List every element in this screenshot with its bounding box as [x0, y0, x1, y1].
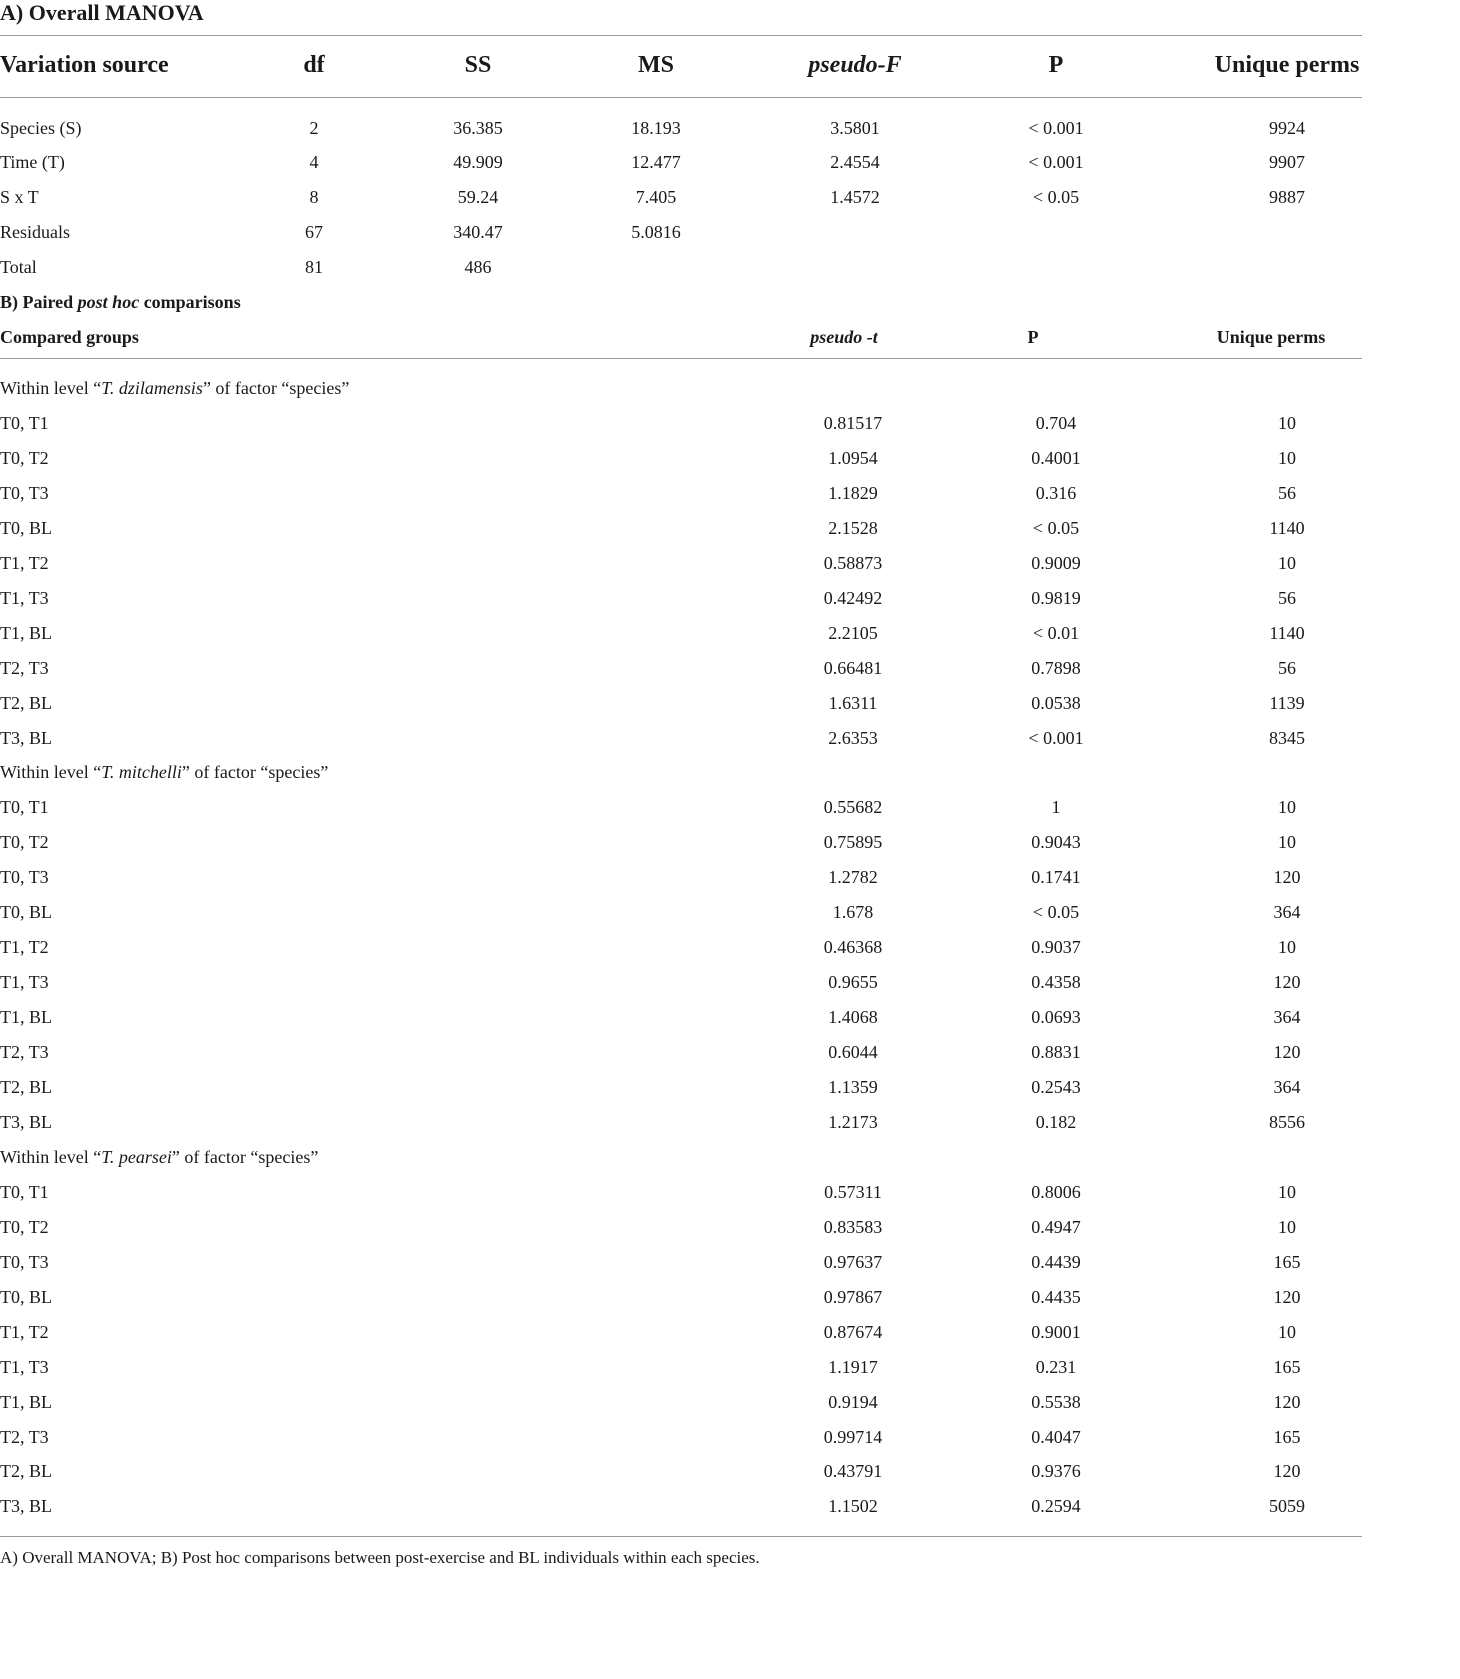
posthoc-cell-pair: T2, BL: [0, 693, 52, 713]
species-label-species: T. dzilamensis: [101, 378, 203, 398]
posthoc-cell-pair: T0, T2: [0, 448, 49, 468]
posthoc-cell-p: 0.4947: [1031, 1217, 1081, 1237]
species-label-species: T. mitchelli: [101, 762, 182, 782]
posthoc-cell-perms: 8345: [1269, 728, 1305, 748]
posthoc-cell-pair: T0, BL: [0, 518, 52, 538]
divider-header-a: [0, 97, 1362, 98]
posthoc-cell-p: < 0.01: [1032, 623, 1080, 643]
posthoc-cell-pair: T2, T3: [0, 1042, 49, 1062]
posthoc-cell-perms: 56: [1278, 588, 1296, 608]
posthoc-cell-perms: 120: [1273, 867, 1301, 887]
manova-cell-perms: 9907: [1269, 152, 1305, 172]
manova-cell-f: 2.4554: [830, 152, 880, 172]
posthoc-cell-t: 0.99714: [823, 1427, 883, 1447]
header-p: P: [1048, 52, 1064, 78]
posthoc-cell-pair: T0, T3: [0, 1252, 49, 1272]
manova-cell-f: 1.4572: [830, 187, 880, 207]
manova-cell-source: S x T: [0, 187, 39, 207]
species-label-post: ” of factor “species”: [181, 762, 329, 782]
posthoc-cell-p: 0.4358: [1031, 972, 1081, 992]
posthoc-cell-pair: T1, T3: [0, 588, 49, 608]
posthoc-cell-pair: T0, T2: [0, 1217, 49, 1237]
manova-cell-perms: 9924: [1269, 118, 1305, 138]
posthoc-cell-p: < 0.05: [1032, 518, 1080, 538]
manova-cell-ss: 49.909: [453, 152, 503, 172]
posthoc-cell-pair: T1, T3: [0, 1357, 49, 1377]
posthoc-cell-perms: 120: [1273, 1461, 1301, 1481]
manova-cell-source: Residuals: [0, 222, 70, 242]
header-pseudo-f: pseudo-F: [808, 52, 902, 78]
posthoc-cell-t: 1.2782: [828, 867, 878, 887]
manova-cell-ms: 7.405: [635, 187, 677, 207]
posthoc-cell-perms: 56: [1278, 658, 1296, 678]
posthoc-cell-perms: 10: [1278, 937, 1296, 957]
posthoc-cell-perms: 10: [1278, 413, 1296, 433]
posthoc-cell-t: 0.55682: [823, 797, 883, 817]
header-df: df: [303, 52, 325, 78]
posthoc-cell-pair: T3, BL: [0, 728, 52, 748]
posthoc-cell-p: 0.9009: [1031, 553, 1081, 573]
posthoc-cell-pair: T0, T3: [0, 483, 49, 503]
posthoc-cell-p: 0.316: [1035, 483, 1077, 503]
posthoc-cell-perms: 10: [1278, 448, 1296, 468]
posthoc-cell-t: 0.97867: [823, 1287, 883, 1307]
section-b-title-post: comparisons: [139, 292, 241, 312]
posthoc-cell-pair: T0, BL: [0, 1287, 52, 1307]
manova-cell-source: Species (S): [0, 118, 82, 138]
posthoc-cell-p: 0.4047: [1031, 1427, 1081, 1447]
posthoc-cell-t: 2.1528: [828, 518, 878, 538]
posthoc-cell-t: 1.4068: [828, 1007, 878, 1027]
manova-cell-ms: 18.193: [631, 118, 681, 138]
posthoc-cell-pair: T0, T1: [0, 413, 49, 433]
posthoc-cell-perms: 8556: [1269, 1112, 1305, 1132]
manova-cell-ss: 36.385: [453, 118, 503, 138]
posthoc-cell-perms: 10: [1278, 1182, 1296, 1202]
posthoc-cell-t: 1.678: [832, 902, 874, 922]
posthoc-cell-pair: T2, BL: [0, 1077, 52, 1097]
posthoc-cell-pair: T0, T3: [0, 867, 49, 887]
posthoc-cell-perms: 364: [1273, 902, 1301, 922]
posthoc-cell-pair: T1, T3: [0, 972, 49, 992]
posthoc-cell-pair: T1, T2: [0, 1322, 49, 1342]
divider-header-b: [0, 358, 1362, 359]
posthoc-cell-t: 0.9194: [828, 1392, 878, 1412]
posthoc-cell-t: 0.43791: [823, 1461, 883, 1481]
posthoc-cell-t: 0.42492: [823, 588, 883, 608]
header-unique-perms-b: Unique perms: [1216, 327, 1326, 347]
posthoc-cell-t: 0.57311: [824, 1182, 882, 1202]
posthoc-cell-p: < 0.001: [1028, 728, 1084, 748]
manova-cell-df: 4: [309, 152, 319, 172]
posthoc-cell-perms: 1140: [1269, 518, 1305, 538]
header-pseudo-t: pseudo -t: [810, 327, 878, 347]
posthoc-cell-perms: 165: [1273, 1357, 1301, 1377]
posthoc-cell-p: 0.0538: [1031, 693, 1081, 713]
posthoc-cell-p: 0.5538: [1031, 1392, 1081, 1412]
posthoc-cell-t: 1.2173: [828, 1112, 878, 1132]
posthoc-cell-perms: 10: [1278, 1217, 1296, 1237]
section-a-title: A) Overall MANOVA: [0, 0, 204, 25]
manova-cell-df: 81: [305, 257, 323, 277]
posthoc-cell-pair: T0, T1: [0, 1182, 49, 1202]
posthoc-cell-pair: T2, T3: [0, 1427, 49, 1447]
species-label-species: T. pearsei: [101, 1147, 172, 1167]
species-label-post: ” of factor “species”: [202, 378, 350, 398]
posthoc-cell-p: 0.1741: [1031, 867, 1081, 887]
posthoc-cell-t: 2.6353: [828, 728, 878, 748]
header-compared-groups: Compared groups: [0, 327, 139, 347]
posthoc-cell-p: 0.182: [1035, 1112, 1077, 1132]
header-variation-source: Variation source: [0, 52, 169, 78]
posthoc-cell-p: 0.2543: [1031, 1077, 1081, 1097]
posthoc-cell-t: 1.6311: [828, 693, 878, 713]
posthoc-cell-perms: 10: [1278, 553, 1296, 573]
manova-cell-df: 2: [309, 118, 319, 138]
posthoc-cell-perms: 1139: [1269, 693, 1305, 713]
species-label-pre: Within level “: [0, 1147, 102, 1167]
posthoc-cell-t: 1.0954: [828, 448, 878, 468]
species-group-label: [0, 1146, 318, 1168]
header-unique-perms: Unique perms: [1214, 52, 1360, 78]
posthoc-cell-t: 0.81517: [823, 413, 883, 433]
posthoc-cell-pair: T0, T1: [0, 797, 49, 817]
posthoc-cell-pair: T1, BL: [0, 1392, 52, 1412]
posthoc-cell-p: 0.0693: [1031, 1007, 1081, 1027]
manova-cell-perms: 9887: [1269, 187, 1305, 207]
manova-cell-df: 8: [309, 187, 319, 207]
posthoc-cell-t: 0.6044: [828, 1042, 878, 1062]
manova-cell-p: < 0.001: [1028, 118, 1084, 138]
manova-cell-ms: 12.477: [631, 152, 681, 172]
posthoc-cell-t: 1.1917: [828, 1357, 878, 1377]
posthoc-cell-t: 0.9655: [828, 972, 878, 992]
posthoc-cell-t: 0.66481: [823, 658, 883, 678]
posthoc-cell-perms: 56: [1278, 483, 1296, 503]
species-group-label: [0, 761, 328, 783]
posthoc-cell-p: 0.9001: [1031, 1322, 1081, 1342]
posthoc-cell-p: 0.9819: [1031, 588, 1081, 608]
section-b-title: [0, 291, 241, 313]
posthoc-cell-perms: 10: [1278, 797, 1296, 817]
divider-bottom: [0, 1536, 1362, 1537]
posthoc-cell-perms: 364: [1273, 1077, 1301, 1097]
posthoc-cell-perms: 120: [1273, 972, 1301, 992]
manova-cell-f: 3.5801: [830, 118, 880, 138]
posthoc-cell-perms: 5059: [1269, 1496, 1305, 1516]
posthoc-cell-pair: T1, BL: [0, 1007, 52, 1027]
posthoc-cell-perms: 1140: [1269, 623, 1305, 643]
divider-top: [0, 35, 1362, 36]
posthoc-cell-p: 0.9037: [1031, 937, 1081, 957]
posthoc-cell-p: 1: [1051, 797, 1061, 817]
manova-cell-source: Time (T): [0, 152, 65, 172]
manova-cell-ms: 5.0816: [631, 222, 681, 242]
posthoc-cell-perms: 10: [1278, 832, 1296, 852]
species-label-post: ” of factor “species”: [171, 1147, 319, 1167]
manova-cell-source: Total: [0, 257, 37, 277]
posthoc-cell-t: 0.46368: [823, 937, 883, 957]
species-group-label: [0, 377, 349, 399]
posthoc-cell-perms: 120: [1273, 1392, 1301, 1412]
posthoc-cell-p: 0.9376: [1031, 1461, 1081, 1481]
species-label-pre: Within level “: [0, 378, 102, 398]
posthoc-cell-perms: 120: [1273, 1042, 1301, 1062]
manova-cell-p: < 0.05: [1032, 187, 1080, 207]
posthoc-cell-perms: 120: [1273, 1287, 1301, 1307]
posthoc-cell-t: 0.58873: [823, 553, 883, 573]
posthoc-cell-p: 0.4439: [1031, 1252, 1081, 1272]
posthoc-cell-p: 0.704: [1035, 413, 1077, 433]
species-label-pre: Within level “: [0, 762, 102, 782]
posthoc-cell-perms: 165: [1273, 1427, 1301, 1447]
manova-cell-ss: 486: [464, 257, 492, 277]
posthoc-cell-t: 0.75895: [823, 832, 883, 852]
posthoc-cell-pair: T3, BL: [0, 1496, 52, 1516]
posthoc-cell-pair: T2, BL: [0, 1461, 52, 1481]
posthoc-cell-perms: 364: [1273, 1007, 1301, 1027]
posthoc-cell-t: 0.83583: [823, 1217, 883, 1237]
manova-cell-ss: 59.24: [457, 187, 499, 207]
posthoc-cell-t: 1.1502: [828, 1496, 878, 1516]
table-footnote: A) Overall MANOVA; B) Post hoc comparisons between post-exercise and BL individuals within each species.: [0, 1548, 760, 1567]
posthoc-cell-pair: T1, T2: [0, 553, 49, 573]
posthoc-cell-pair: T0, BL: [0, 902, 52, 922]
posthoc-cell-pair: T2, T3: [0, 658, 49, 678]
posthoc-cell-t: 1.1829: [828, 483, 878, 503]
manova-cell-ss: 340.47: [453, 222, 503, 242]
header-ss: SS: [464, 52, 492, 78]
posthoc-cell-t: 0.87674: [823, 1322, 883, 1342]
manova-cell-p: < 0.001: [1028, 152, 1084, 172]
section-b-title-pre: B) Paired: [0, 292, 78, 312]
section-b-title-italic: post hoc: [77, 292, 140, 312]
header-ms: MS: [638, 52, 674, 78]
manova-cell-df: 67: [305, 222, 323, 242]
posthoc-cell-p: 0.8006: [1031, 1182, 1081, 1202]
posthoc-cell-p: 0.7898: [1031, 658, 1081, 678]
posthoc-cell-t: 2.2105: [828, 623, 878, 643]
posthoc-cell-p: < 0.05: [1032, 902, 1080, 922]
posthoc-cell-p: 0.2594: [1031, 1496, 1081, 1516]
posthoc-cell-p: 0.4435: [1031, 1287, 1081, 1307]
posthoc-cell-pair: T0, T2: [0, 832, 49, 852]
posthoc-cell-p: 0.9043: [1031, 832, 1081, 852]
header-p-b: P: [1027, 327, 1039, 347]
posthoc-cell-p: 0.8831: [1031, 1042, 1081, 1062]
posthoc-cell-pair: T1, T2: [0, 937, 49, 957]
posthoc-cell-pair: T1, BL: [0, 623, 52, 643]
posthoc-cell-t: 0.97637: [823, 1252, 883, 1272]
posthoc-cell-p: 0.4001: [1031, 448, 1081, 468]
posthoc-cell-t: 1.1359: [828, 1077, 878, 1097]
posthoc-cell-pair: T3, BL: [0, 1112, 52, 1132]
posthoc-cell-p: 0.231: [1035, 1357, 1077, 1377]
posthoc-cell-perms: 10: [1278, 1322, 1296, 1342]
posthoc-cell-perms: 165: [1273, 1252, 1301, 1272]
